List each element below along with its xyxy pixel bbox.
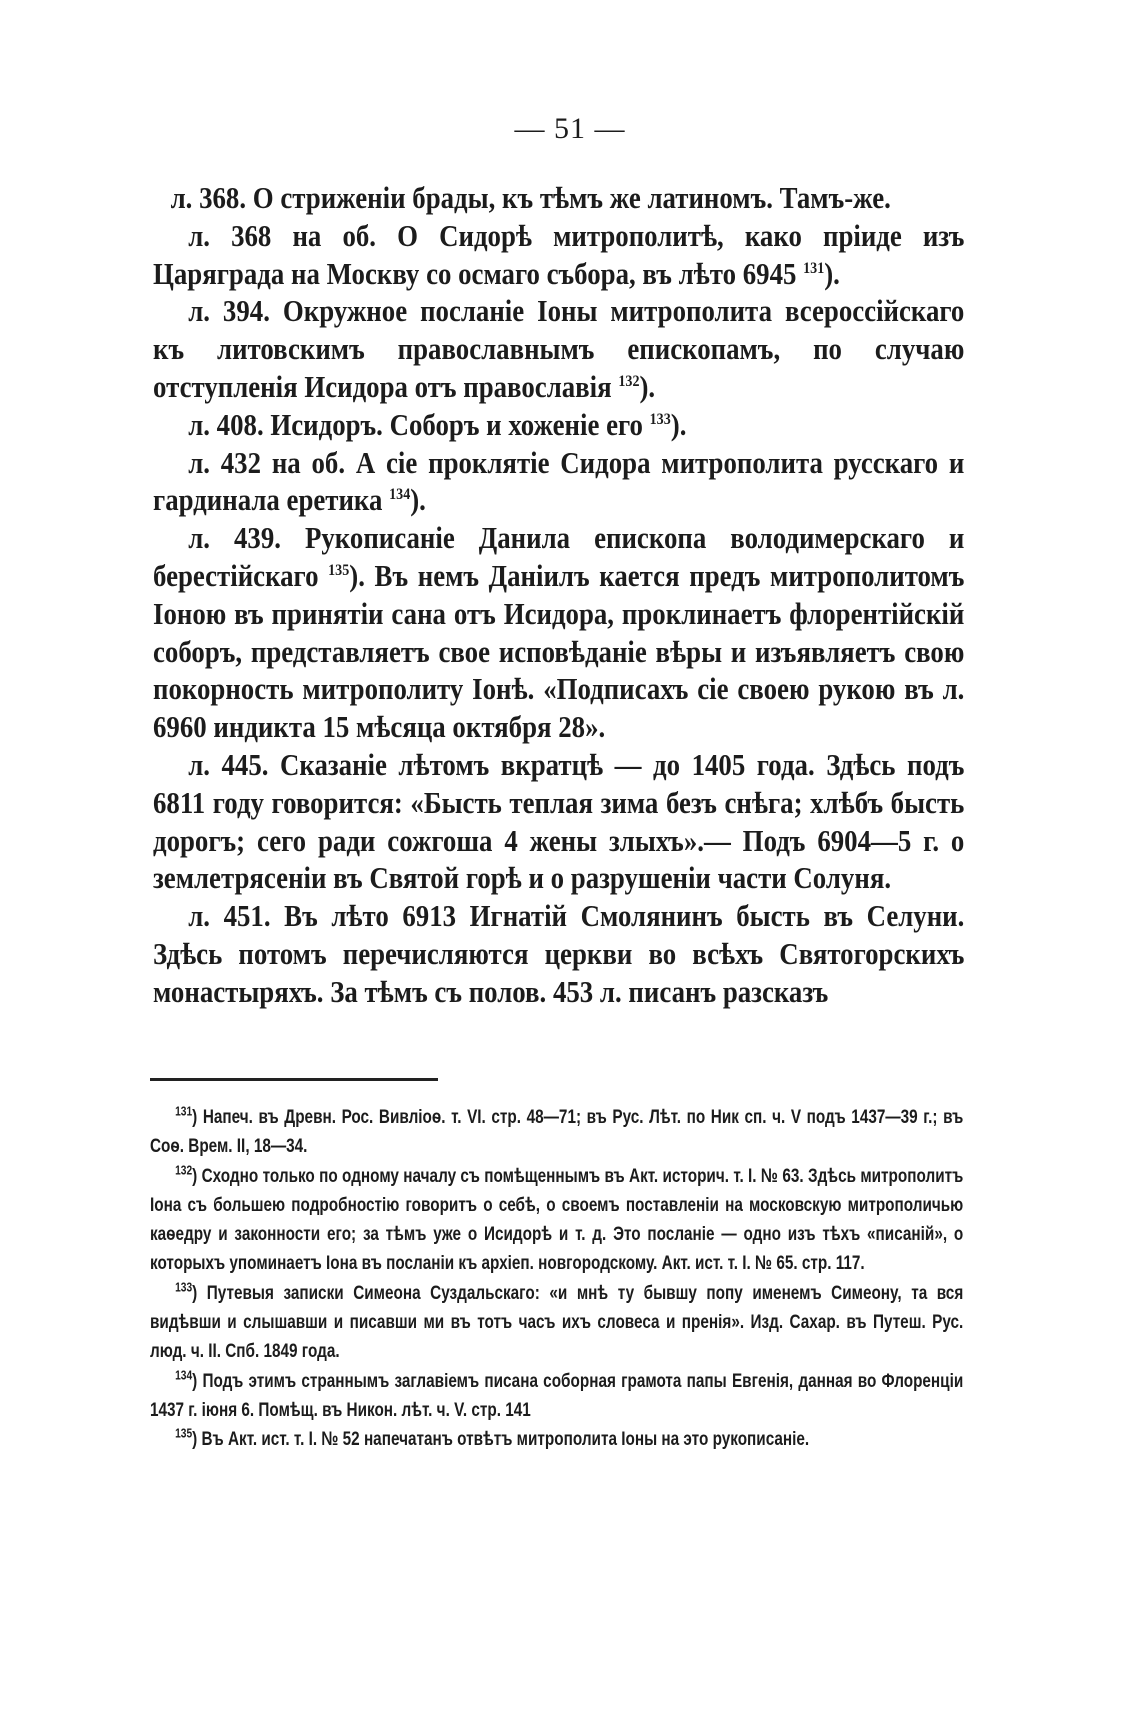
footnote-ref: 132 (618, 372, 640, 390)
footnote (150, 1162, 963, 1279)
paragraph-text: л. 439. Рукописаніе Данила епископа володимерскаго и берестійскаго (153, 521, 965, 593)
footnote-mark: 135 (175, 1425, 193, 1441)
footnote-mark: 132 (175, 1162, 193, 1178)
footnote-ref: 135 (328, 561, 350, 579)
paragraph (153, 293, 964, 406)
footnote (150, 1103, 963, 1162)
paragraph-text: л. 445. Сказаніе лѣтомъ вкратцѣ — до 1405 года. Здѣсь подъ 6811 году говорится: «Бысть теплая зима безъ снѣга; хлѣбъ бысть дорогъ; сего ради сожгоша 4 жены злыхъ».— Подъ 6904—5 г. о землетрясеніи въ Святой горѣ и о разрушеніи части Солуня. (153, 747, 965, 896)
footnote-divider (150, 1078, 438, 1081)
paragraph-tail: ). Въ немъ Даніилъ кается предъ митрополитомъ Іоною въ принятіи сана отъ Исидора, проклинаетъ флорентійскій соборъ, представляетъ свое исповѣданіе вѣры и изъявляетъ свою покорность митрополиту Іонѣ. «Подписахъ сіе своею рукою въ л. 6960 индикта 15 мѣсяца октября 28». (153, 558, 965, 745)
paragraph-text: л. 394. Окружное посланіе Іоны митрополита всероссійскаго къ литовскимъ православнымъ епископамъ, по случаю отступленія Исидора отъ православія (153, 294, 965, 404)
paragraph-text: л. 432 на об. А сіе проклятіе Сидора митрополита русскаго и гардинала еретика (153, 445, 965, 518)
paragraph-tail: ). (639, 369, 656, 404)
paragraph (153, 407, 964, 445)
footnote-text: ) Путевыя записки Симеона Суздальскаго: «и мнѣ ту бывшу попу именемъ Симеону, та вся видѣвши и слышавши и писавши ми въ тотъ часъ ихъ словеса и пренія». Изд. Сахар. въ Путеш. Рус. люд. ч. II. Спб. 1849 года. (150, 1281, 964, 1363)
footnote (150, 1279, 963, 1367)
paragraph (153, 180, 964, 218)
footnote-ref: 133 (649, 410, 671, 428)
main-text (153, 180, 964, 1012)
footnote-text: ) Подъ этимъ страннымъ заглавіемъ писана соборная грамота папы Евгенія, данная во Флоренціи 1437 г. іюня 6. Помѣщ. въ Никон. лѣт. ч. V. стр. 141 (150, 1369, 964, 1421)
paragraph (153, 747, 964, 898)
footnote-text: ) Напеч. въ Древн. Рос. Вивліоѳ. т. VI. стр. 48—71; въ Рус. Лѣт. по Ник сп. ч. V подъ 1437—39 г.; въ Соѳ. Врем. II, 18—34. (150, 1106, 964, 1158)
footnote-ref: 131 (803, 259, 825, 277)
footnote-mark: 131 (175, 1103, 193, 1119)
footnote-text: ) Въ Акт. ист. т. I. № 52 напечатанъ отвѣтъ митрополита Іоны на это рукописаніе. (192, 1428, 810, 1451)
paragraph-tail: ). (824, 256, 840, 291)
footnote-mark: 134 (175, 1367, 193, 1383)
paragraph-text: л. 408. Исидоръ. Соборъ и хоженіе его (188, 407, 643, 442)
paragraph-tail: ). (670, 407, 687, 442)
footnote-mark: 133 (175, 1279, 193, 1295)
paragraph-text: л. 368. О стриженіи брады, къ тѣмъ же латиномъ. Тамъ-же. (170, 181, 891, 215)
paragraph (153, 218, 964, 294)
footnotes (150, 1103, 963, 1455)
page-number: — 51 — (514, 112, 626, 145)
paragraph-tail: ). (410, 483, 426, 518)
footnote-text: ) Сходно только по одному началу съ помѣщеннымъ въ Акт. историч. т. I. № 63. Здѣсь митрополитъ Іона съ большею подробностію говоритъ о себѣ, о своемъ поставленіи на московскую митрополичью каѳедру и законности его; за тѣмъ уже о Исидорѣ и т. д. Это посланіе — одно изъ тѣхъ «писаній», о которыхъ упоминаетъ Іона въ посланіи къ архіеп. новгородскому. Акт. ист. т. I. № 65. стр. 117. (150, 1164, 964, 1275)
paragraph (153, 520, 964, 747)
paragraph (153, 898, 964, 1011)
footnote-ref: 134 (389, 486, 411, 504)
footnote (150, 1367, 963, 1426)
paragraph-text: л. 451. Въ лѣто 6913 Игнатій Смолянинъ бысть въ Селуни. Здѣсь потомъ перечисляются церкви во всѣхъ Святогорскихъ монастыряхъ. За тѣмъ съ полов. 453 л. писанъ разсказъ (153, 899, 965, 1009)
paragraph (153, 445, 964, 521)
paragraph-text: л. 368 на об. О Сидорѣ митрополитѣ, како пріиде изъ Царяграда на Москву со осмаго събора, въ лѣто 6945 (153, 218, 965, 291)
footnote (150, 1425, 963, 1454)
